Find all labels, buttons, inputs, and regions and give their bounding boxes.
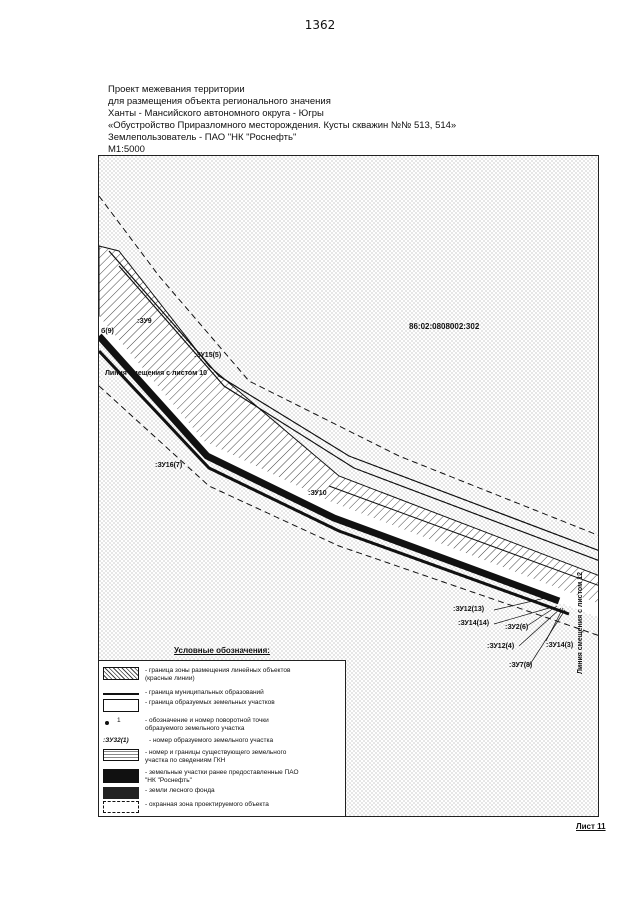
- legend-text: - обозначение и номер поворотной точки образуемого земельного участка: [145, 717, 269, 732]
- legend-text: - граница зоны размещения линейных объектов (красные линии): [145, 667, 291, 682]
- hatch-swatch: [103, 667, 139, 680]
- document-title: [108, 84, 456, 156]
- line-swatch: [103, 693, 139, 695]
- legend-text: - граница образуемых земельных участков: [145, 699, 275, 706]
- box-swatch: [103, 699, 139, 712]
- black-swatch: [103, 769, 139, 783]
- parcel-label-zu9: :ЗУ9: [137, 318, 152, 325]
- legend-text: - номер образуемого земельного участка: [149, 737, 274, 744]
- point-number: 1: [117, 717, 121, 724]
- parcel-label-zu2-6: :ЗУ2(6): [505, 624, 529, 631]
- page-number: 1362: [304, 18, 336, 32]
- cadastral-number: 86:02:0808002:302: [409, 322, 480, 331]
- title-line: «Обустройство Приразломного месторождения. Кусты скважин №№ 513, 514»: [108, 120, 457, 131]
- legend-text: - охранная зона проектируемого объекта: [145, 801, 269, 808]
- shift-line-left-label: Линия смещения с листом 10: [105, 370, 208, 377]
- title-line: для размещения объекта регионального значения: [108, 96, 331, 107]
- dashed-swatch: [103, 801, 139, 813]
- parcel-number-sample: :ЗУ32(1): [103, 737, 129, 744]
- gkn-swatch: [103, 749, 139, 761]
- legend-text: - земельные участки ранее предоставленные ПАО "НК "Роснефть": [145, 769, 299, 784]
- forest-swatch: [103, 787, 139, 799]
- title-line: Землепользователь - ПАО "НК "Роснефть": [108, 132, 297, 143]
- legend-text: - земли лесного фонда: [145, 787, 215, 794]
- legend-text: - граница муниципальных образований: [145, 689, 264, 696]
- parcel-label-zu12-13: :ЗУ12(13): [453, 606, 485, 613]
- title-line: Проект межевания территории: [108, 84, 245, 95]
- shift-line-right-label: Линия смещения с листом 12: [577, 571, 584, 674]
- parcel-label-zu14-14: :ЗУ14(14): [458, 620, 490, 627]
- sheet-label: Лист 11: [576, 822, 606, 831]
- parcel-label-zu14-3: :ЗУ14(3): [546, 642, 574, 649]
- parcel-label-zu7-8: :ЗУ7(8): [509, 662, 533, 669]
- parcel-label-zu10: :ЗУ10: [308, 490, 327, 497]
- point-icon: [105, 721, 109, 725]
- parcel-label-zu16-7: :ЗУ16(7): [155, 462, 183, 469]
- parcel-label-zu15-5: :ЗУ15(5): [194, 352, 222, 359]
- title-line: Ханты - Мансийского автономного округа - Югры: [108, 108, 324, 119]
- legend-title: Условные обозначения:: [174, 646, 270, 655]
- parcel-label-zu12-4: :ЗУ12(4): [487, 643, 515, 650]
- legend: [98, 660, 346, 817]
- title-line: М1:5000: [108, 144, 145, 155]
- parcel-label-b9: б(9): [101, 328, 114, 335]
- legend-text: - номер и границы существующего земельного участка по сведениям ГКН: [145, 749, 287, 764]
